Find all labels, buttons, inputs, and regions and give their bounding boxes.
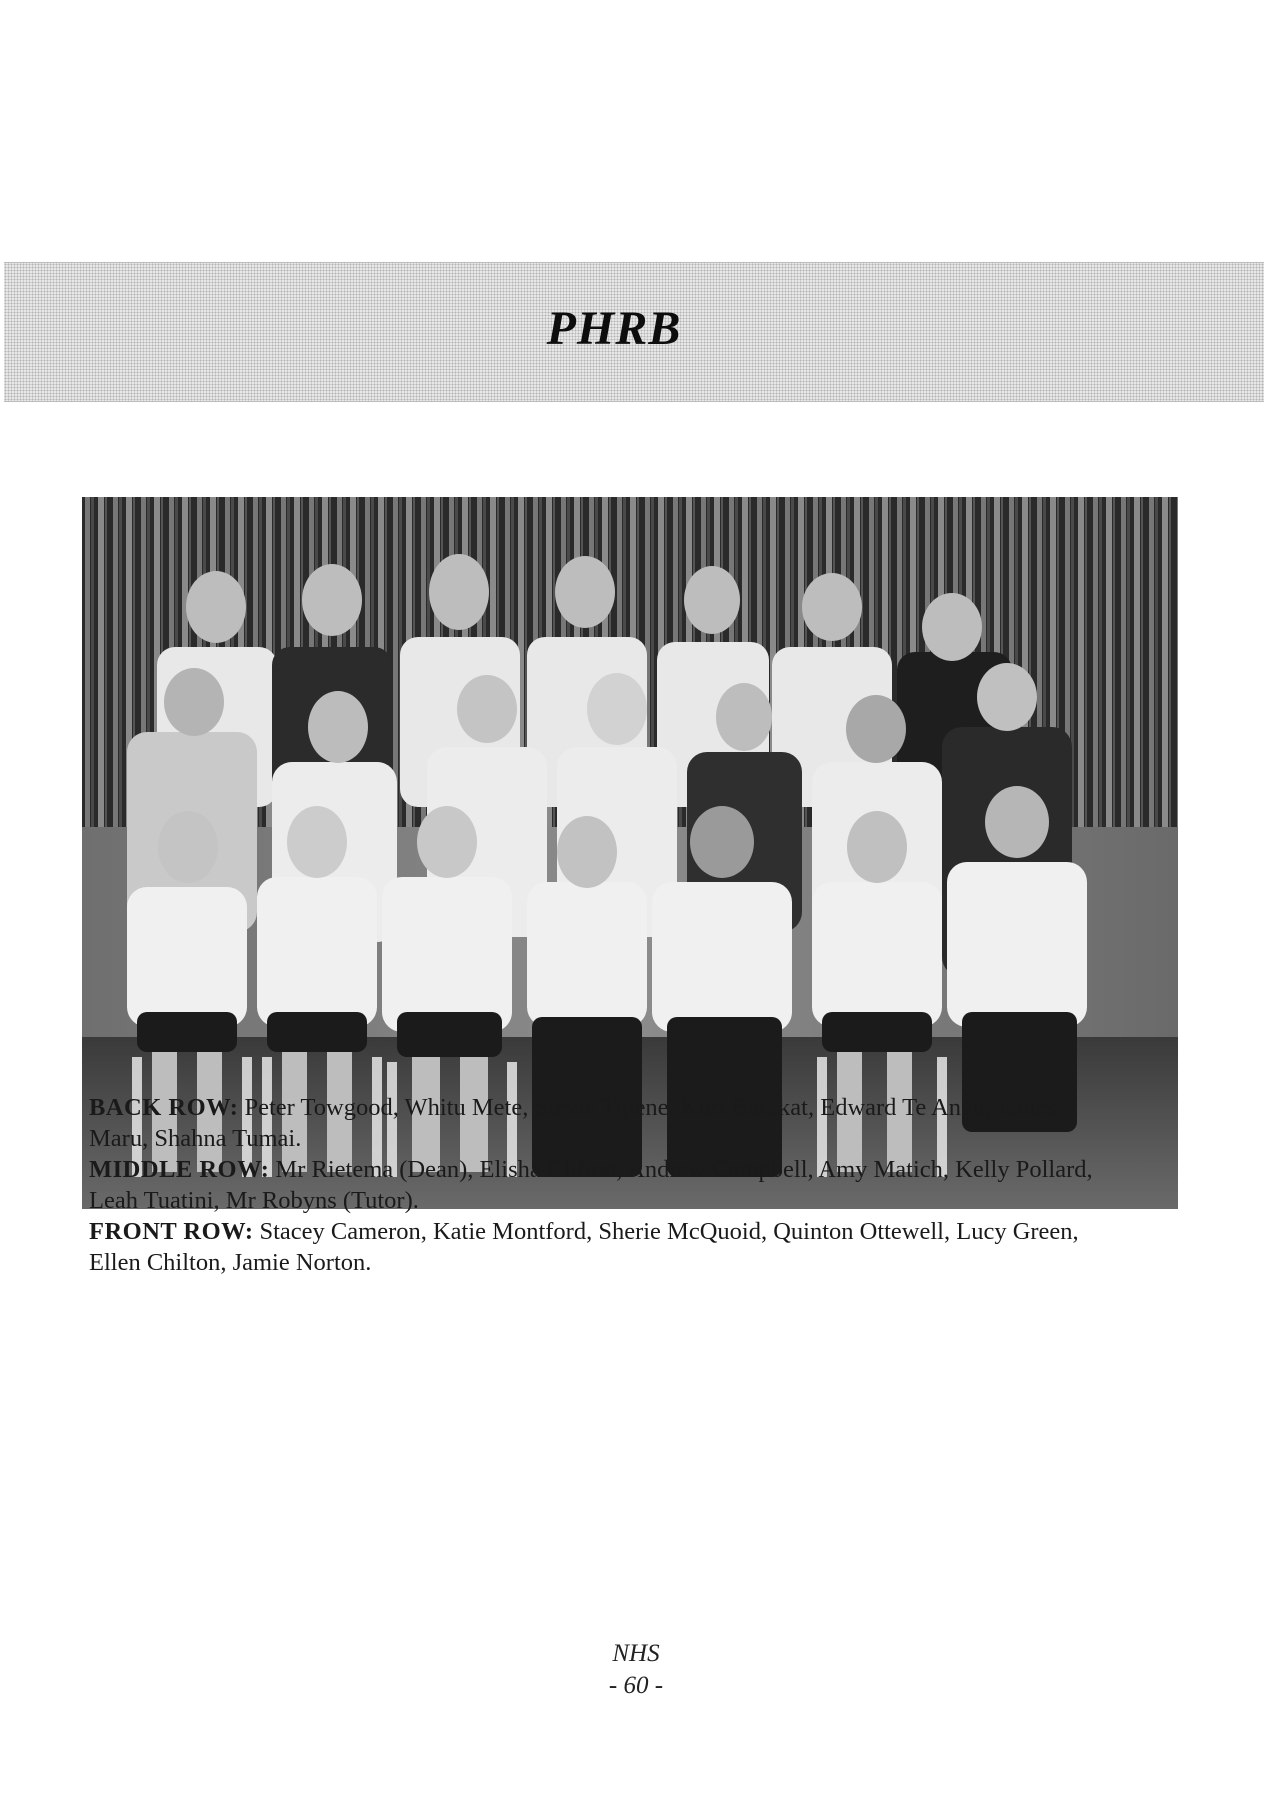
photo-caption [89, 1092, 1119, 1278]
footer-school: NHS [612, 1640, 660, 1667]
page-title: PHRB [546, 301, 682, 355]
page-footer [0, 1638, 1272, 1702]
row-names: Mr Rietema (Dean), Elisha Clifton, Andrew Campbell, Amy Matich, Kelly Pollard, Leah Tuatini, Mr Robyns (Tutor). [89, 1156, 1093, 1214]
page-number: - 60 - [608, 1672, 664, 1699]
row-names: Peter Towgood, Whitu Mete, Stevie Tipene, Kurt Barakat, Edward Te Anga, James Maru, Shahna Tumai. [89, 1094, 1057, 1152]
title-banner [4, 262, 1264, 402]
row-names: Stacey Cameron, Katie Montford, Sherie McQuoid, Quinton Ottewell, Lucy Green, Ellen Chilton, Jamie Norton. [89, 1218, 1079, 1276]
caption-middle-row [89, 1154, 1119, 1216]
caption-front-row [89, 1216, 1119, 1278]
row-label: FRONT ROW: [89, 1218, 254, 1245]
row-label: MIDDLE ROW: [89, 1156, 270, 1183]
caption-back-row [89, 1092, 1119, 1154]
row-label: BACK ROW: [89, 1094, 239, 1121]
